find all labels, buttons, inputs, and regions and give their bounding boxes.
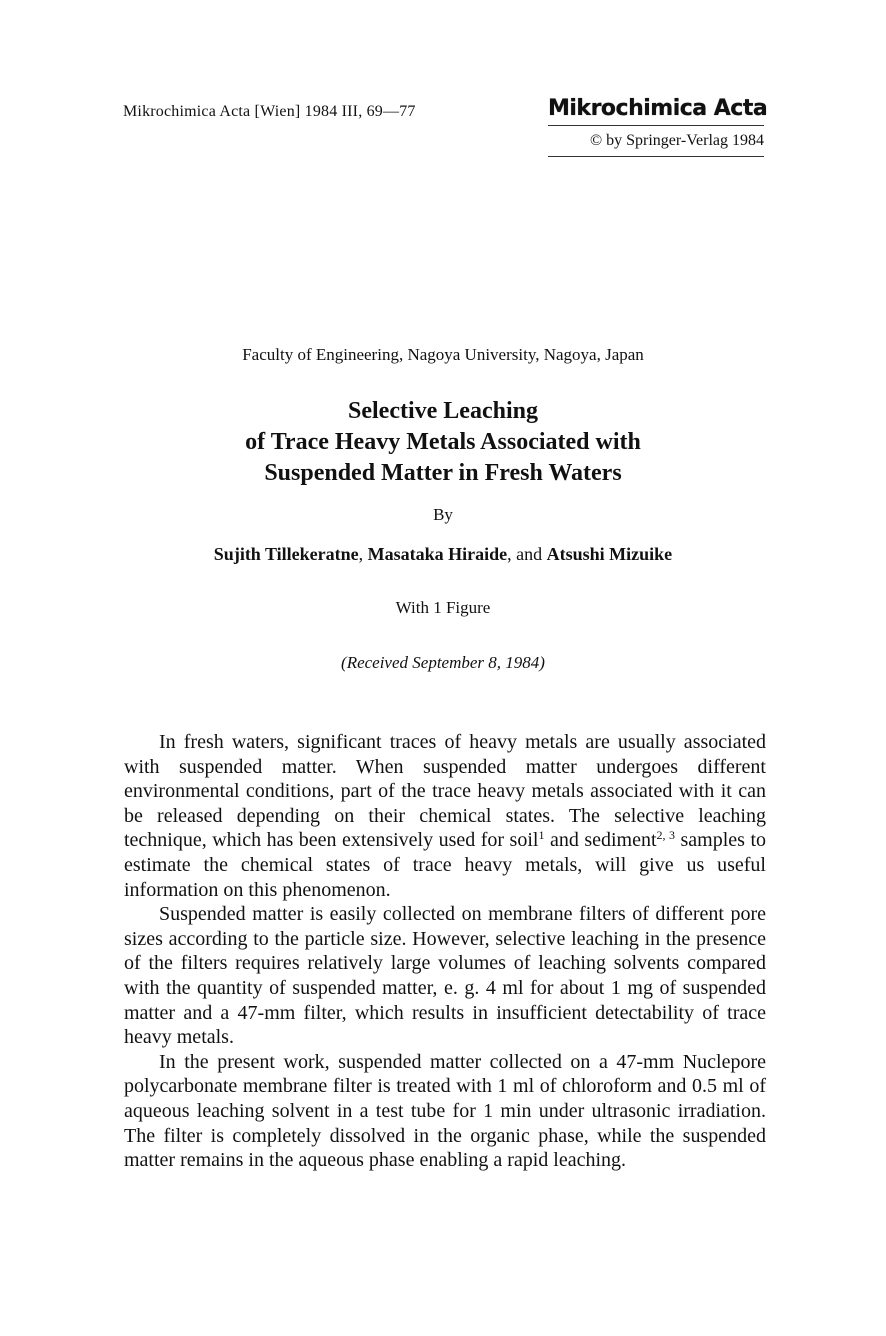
reference-1: 1 — [538, 828, 545, 843]
title-line-1: Selective Leaching — [348, 398, 538, 424]
journal-logo: Mikrochimica Acta — [548, 96, 768, 121]
reference-2-3: 2, 3 — [656, 828, 676, 843]
paragraph-3: In the present work, suspended matter collected on a 47-mm Nuclepore polycarbonate membrane filter is treated with 1 ml of chloroform and 0.5 ml of aqueous leaching solvent in a test tube for 1 min under ultrasonic irradiation. The filter is completely dissolved in the organic phase, while the suspended matter remains in the aqueous phase enabling a rapid leaching. — [124, 1050, 766, 1172]
paragraph-2: Suspended matter is easily collected on membrane filters of different pore sizes according to the particle size. However, selective leaching in the presence of the filters requires relatively large volumes of leaching solvents compared with the quantity of suspended matter, e. g. 4 ml for about 1 mg of suspended matter and a 47-mm filter, which results in insufficient detectability of trace heavy metals. — [124, 903, 766, 1049]
paragraph-1-part-a: In fresh waters, significant traces of heavy metals are usually associated with suspended matter. When suspended matter undergoes different environmental conditions, part of the trace heavy metals associated with it can be released depending on their chemical states. The selective leaching technique, which has been extensively used for soil — [124, 731, 766, 852]
author-1: Sujith Tillekeratne — [213, 544, 359, 564]
affiliation: Faculty of Engineering, Nagoya University, Nagoya, Japan — [242, 345, 644, 364]
article-body — [124, 730, 766, 1173]
paragraph-1-part-c: samples to estimate the chemical states of trace heavy metals, will give us useful information on this phenomenon. — [124, 829, 767, 901]
by-line: By — [433, 505, 453, 524]
author-list — [0, 544, 886, 565]
masthead-rule-bottom — [548, 156, 764, 157]
title-line-3: Suspended Matter in Fresh Waters — [264, 460, 622, 486]
author-separator-2: , and — [507, 544, 547, 564]
author-separator-1: , — [358, 544, 368, 564]
journal-masthead — [548, 96, 768, 157]
author-3: Atsushi Mizuike — [546, 544, 673, 564]
paragraph-1-part-b: and sediment — [544, 829, 657, 852]
title-line-2: of Trace Heavy Metals Associated with — [245, 429, 641, 455]
paragraph-1 — [124, 730, 766, 902]
author-2: Masataka Hiraide — [367, 544, 508, 564]
copyright-notice: © by Springer-Verlag 1984 — [589, 132, 764, 149]
figures-note: With 1 Figure — [395, 598, 491, 617]
paper-title — [0, 396, 886, 489]
journal-reference: Mikrochimica Acta [Wien] 1984 III, 69—77 — [123, 103, 416, 120]
received-date: (Received September 8, 1984) — [341, 653, 545, 672]
masthead-rule-top — [548, 125, 764, 126]
